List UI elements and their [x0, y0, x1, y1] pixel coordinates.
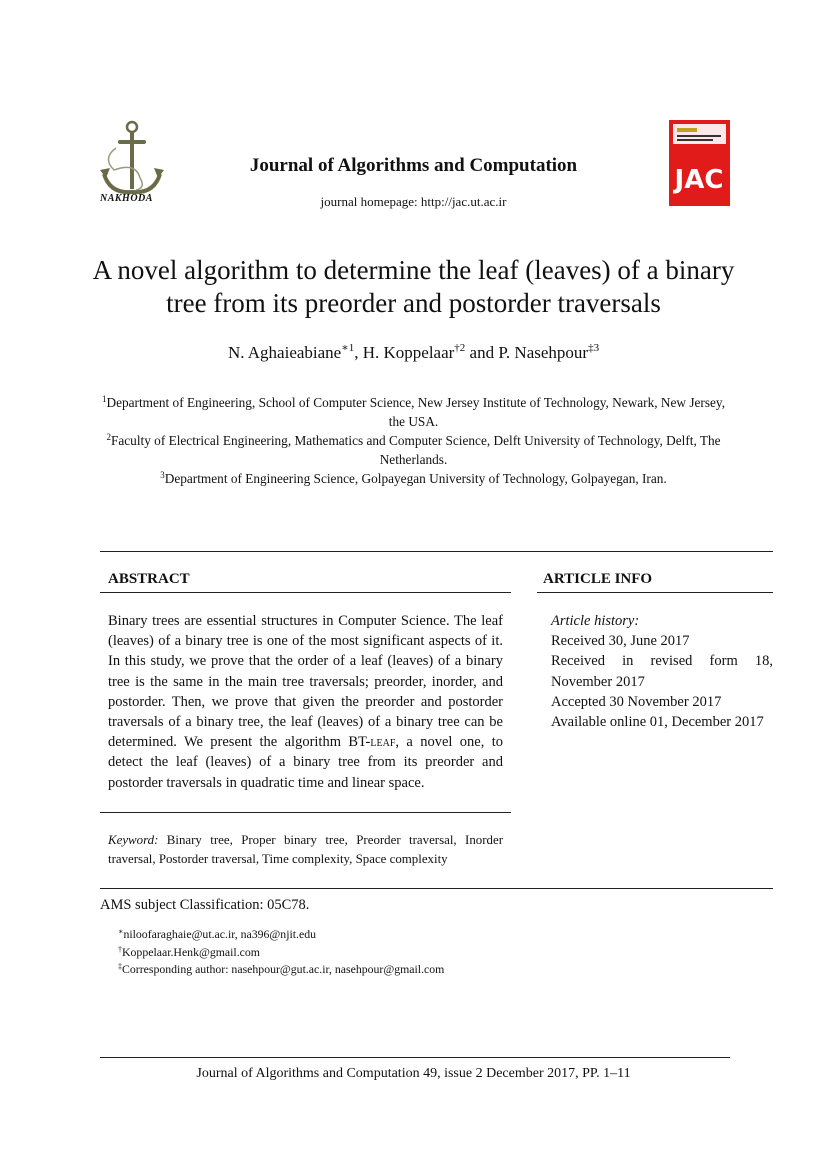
- author-mark: †2: [454, 342, 466, 354]
- journal-homepage[interactable]: journal homepage: http://jac.ut.ac.ir: [320, 194, 507, 209]
- ams-classification: AMS subject Classification: 05C78.: [100, 897, 310, 913]
- article-history: [551, 611, 773, 732]
- abstract-heading: ABSTRACT: [108, 571, 190, 587]
- revised-date: Received in revised form 18, November 2017: [551, 653, 773, 690]
- author-name: H. Koppelaar: [362, 343, 455, 362]
- footnote-mark: †: [118, 944, 122, 954]
- keywords-label: Keyword:: [108, 833, 159, 847]
- received-date: Received 30, June 2017: [551, 633, 690, 650]
- page-footer: Journal of Algorithms and Computation 49, issue 2 December 2017, PP. 1–11: [196, 1066, 631, 1081]
- jac-logo-text: JAC: [674, 165, 724, 195]
- algorithm-name-smallcaps: leaf: [370, 734, 396, 751]
- author-separator: and: [465, 343, 499, 362]
- divider: [537, 592, 773, 593]
- footnote-text: Corresponding author: nasehpour@gut.ac.ir, nasehpour@gmail.com: [122, 962, 445, 977]
- footnote-text: Koppelaar.Henk@gmail.com: [122, 944, 260, 959]
- affiliation: [100, 393, 727, 431]
- footnote: [118, 926, 444, 944]
- affiliation-text: Department of Engineering Science, Golpayegan University of Technology, Golpayegan, Iran.: [164, 471, 667, 486]
- footnote-mark: ‡: [118, 962, 122, 972]
- accepted-date: Accepted 30 November 2017: [551, 693, 722, 710]
- online-date: Available online 01, December 2017: [551, 714, 764, 731]
- author-list: [0, 343, 827, 363]
- jac-cover-icon: [669, 120, 730, 206]
- divider: [100, 812, 511, 813]
- affiliation-text: Department of Engineering, School of Computer Science, New Jersey Institute of Technology, Newark, New Jersey, the USA.: [106, 395, 726, 429]
- footnote: [118, 944, 444, 962]
- keywords: [108, 831, 503, 868]
- author-separator: ,: [354, 343, 363, 362]
- divider: [100, 551, 773, 552]
- journal-title: Journal of Algorithms and Computation: [249, 155, 578, 176]
- author-name: P. Nasehpour: [498, 343, 589, 362]
- affiliation: [100, 469, 727, 488]
- footnotes: [118, 926, 444, 979]
- affiliation-number: 1: [101, 394, 107, 404]
- author-mark: ∗1: [341, 342, 355, 354]
- affiliation-number: 2: [106, 432, 111, 442]
- affiliations: [100, 393, 727, 488]
- divider: [100, 888, 773, 889]
- author-mark: ‡3: [588, 342, 600, 354]
- footnote-mark: ∗: [118, 927, 124, 936]
- jac-cover-logo: [669, 120, 730, 206]
- abstract-text: , a novel one, to detect the leaf (leaves) of a binary tree from its preorder and postorder traversals in quadratic time and linear space.: [108, 734, 503, 791]
- divider: [100, 592, 511, 593]
- footnote: [118, 961, 444, 979]
- affiliation-number: 3: [160, 470, 165, 480]
- keywords-text: Binary tree, Proper binary tree, Preorder traversal, Inorder traversal, Postorder traversal, Time complexity, Space complexity: [108, 833, 503, 866]
- abstract-body: [108, 611, 503, 793]
- divider: [100, 1057, 730, 1058]
- algorithm-name: BT-: [348, 734, 371, 751]
- paper-title: A novel algorithm to determine the leaf (leaves) of a binary tree from its preorder and postorder traversals: [92, 255, 735, 318]
- footnote-text: niloofaraghaie@ut.ac.ir, na396@njit.edu: [123, 927, 317, 941]
- article-info-heading: ARTICLE INFO: [543, 571, 653, 587]
- history-label: Article history:: [551, 613, 640, 629]
- affiliation: [100, 431, 727, 469]
- nakhoda-label: NAKHODA: [100, 193, 153, 204]
- affiliation-text: Faculty of Electrical Engineering, Mathematics and Computer Science, Delft University of Technology, Delft, The Netherlands.: [110, 433, 721, 467]
- abstract-text: Binary trees are essential structures in Computer Science. The leaf (leaves) of a binary tree is one of the most significant aspects of it. In this study, we prove that the order of a leaf (leaves) of a binary tree is the same in the main tree traversals; preorder, inorder, and postorder. Then, we prove that given the preorder and postorder traversals of a binary tree, the leaf (leaves) of a binary tree can be determined. We present the algorithm: [108, 613, 503, 751]
- author-name: N. Aghaieabiane: [227, 343, 342, 362]
